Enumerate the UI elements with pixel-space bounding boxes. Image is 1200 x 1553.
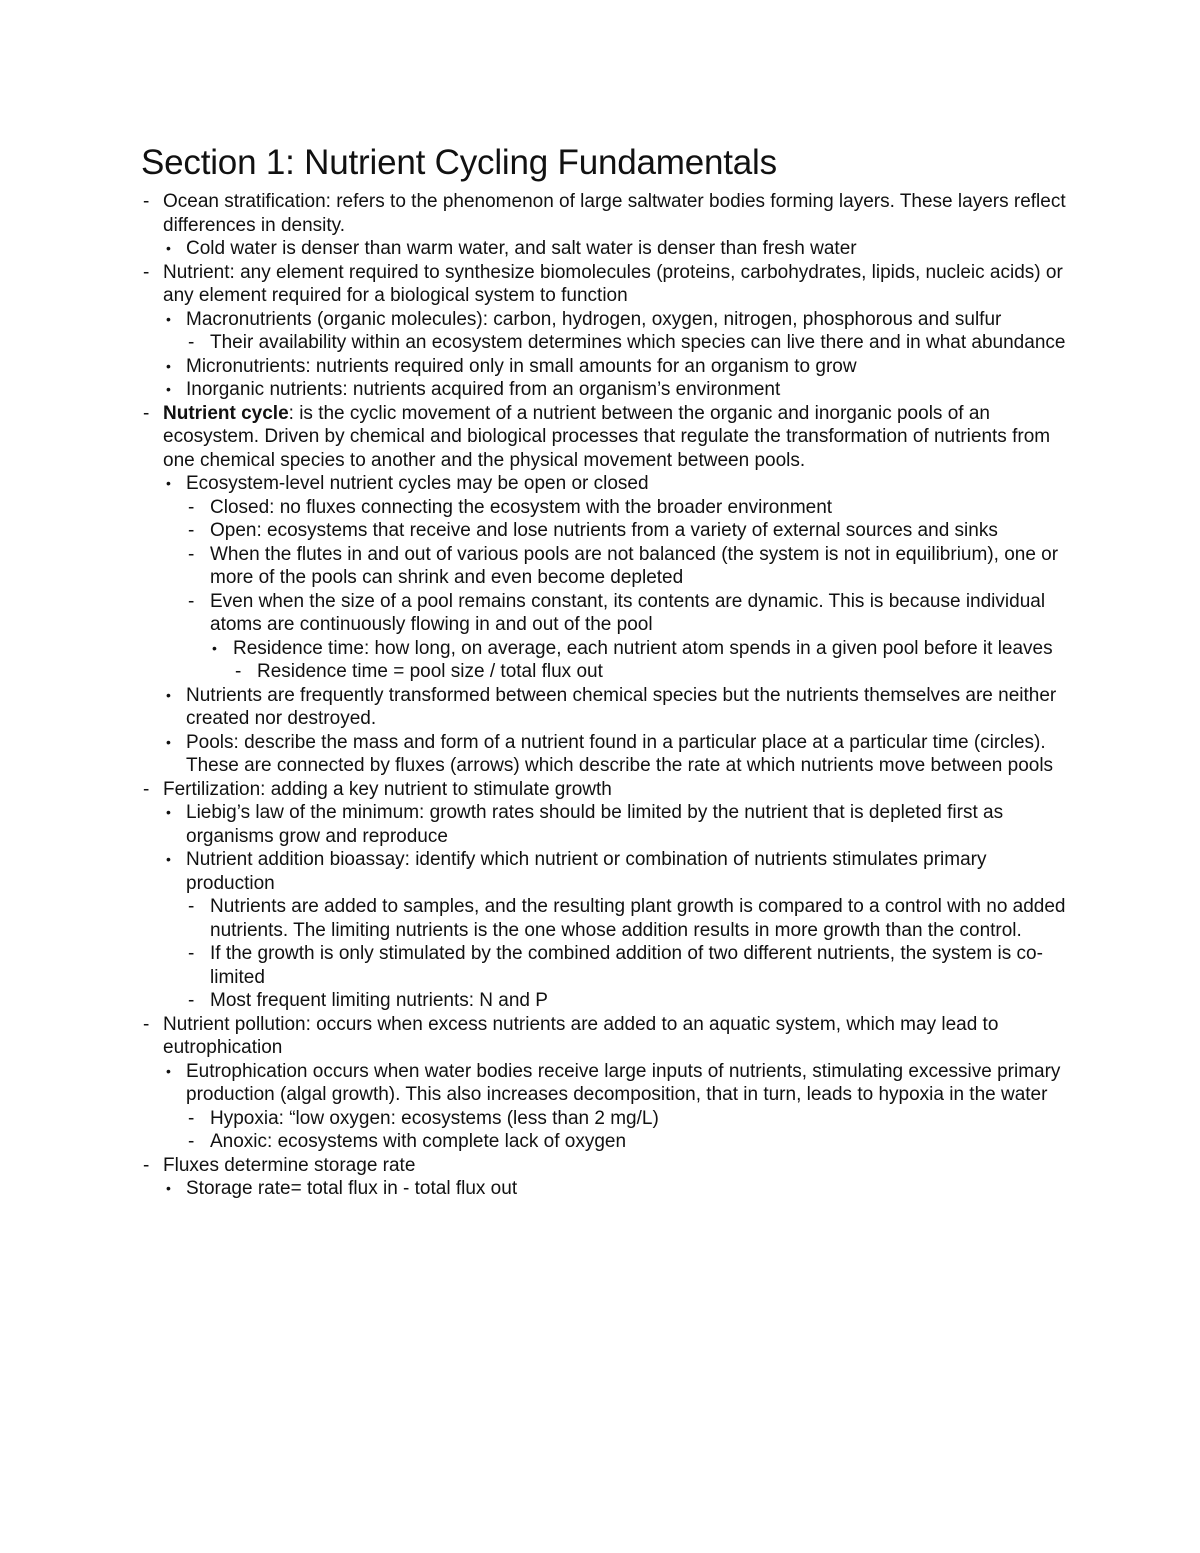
dash-marker: - — [188, 990, 195, 1011]
list-item — [141, 731, 1071, 778]
list-item — [141, 989, 1071, 1013]
list-item — [141, 660, 1071, 684]
list-item — [141, 684, 1071, 731]
bullet-marker: • — [166, 357, 171, 374]
list-item-text: Their availability within an ecosystem determines which species can live there and in what abundance — [210, 332, 1066, 353]
list-item — [141, 261, 1071, 308]
list-item-text: Pools: describe the mass and form of a nutrient found in a particular place at a particular time (circles). These are connected by fluxes (arrows) which describe the rate at which nutrients move between pools — [186, 731, 1054, 776]
list-item-text: Nutrient: any element required to synthesize biomolecules (proteins, carbohydrates, lipids, nucleic acids) or any element required for a biological system to function — [163, 261, 1063, 306]
dash-marker: - — [188, 332, 195, 353]
dash-marker: - — [188, 520, 195, 541]
dash-marker: - — [188, 1131, 195, 1152]
list-item — [141, 1177, 1071, 1201]
bullet-marker: • — [166, 310, 171, 327]
bullet-marker: • — [166, 804, 171, 820]
list-item — [141, 190, 1071, 237]
list-item-text: Hypoxia: “low oxygen: ecosystems (less than 2 mg/L) — [210, 1107, 659, 1129]
list-item — [141, 308, 1071, 332]
bullet-marker: • — [166, 1180, 171, 1196]
list-item-text: Fluxes determine storage rate — [163, 1154, 416, 1176]
bullet-marker: • — [166, 381, 171, 397]
list-item — [141, 942, 1071, 989]
list-item — [141, 355, 1071, 379]
list-item-text: Storage rate= total flux in - total flux out — [186, 1178, 518, 1199]
list-item-text: Anoxic: ecosystems with complete lack of oxygen — [210, 1131, 627, 1152]
dash-marker: - — [143, 402, 150, 424]
list-item-text: Open: ecosystems that receive and lose nutrients from a variety of external sources and sinks — [210, 520, 998, 541]
list-item — [141, 1154, 1071, 1178]
dash-marker: - — [188, 896, 195, 917]
list-item-text: Eutrophication occurs when water bodies receive large inputs of nutrients, stimulating excessive primary production (algal growth). This also increases decomposition, that in turn, leads to hypoxia in the water — [186, 1060, 1061, 1105]
list-item — [141, 895, 1071, 942]
list-item-text: Inorganic nutrients: nutrients acquired from an organism’s environment — [186, 379, 781, 400]
list-item — [141, 402, 1071, 473]
list-item-text: Most frequent limiting nutrients: N and P — [210, 990, 548, 1011]
dash-marker: - — [235, 661, 242, 682]
list-item-text: Even when the size of a pool remains constant, its contents are dynamic. This is because individual atoms are continuously flowing in and out of the pool — [210, 590, 1046, 635]
list-item — [141, 496, 1071, 520]
bullet-marker: • — [166, 851, 171, 867]
list-item — [141, 237, 1071, 261]
list-item-text: Cold water is denser than warm water, and salt water is denser than fresh water — [186, 238, 857, 259]
list-item — [141, 1060, 1071, 1107]
list-item-text: Nutrient pollution: occurs when excess nutrients are added to an aquatic system, which may lead to eutrophication — [163, 1013, 999, 1058]
bullet-marker: • — [166, 1062, 171, 1079]
list-item-text: Liebig’s law of the minimum: growth rates should be limited by the nutrient that is depleted first as organisms grow and reproduce — [186, 802, 1004, 847]
list-item — [141, 331, 1071, 355]
dash-marker: - — [188, 496, 195, 518]
list-item — [141, 637, 1071, 661]
list-item — [141, 848, 1071, 895]
list-item-text: Nutrient addition bioassay: identify which nutrient or combination of nutrients stimulates primary production — [186, 849, 987, 894]
list-item — [141, 519, 1071, 543]
bullet-marker: • — [166, 686, 171, 703]
list-item — [141, 1107, 1071, 1131]
list-item — [141, 778, 1071, 802]
list-item — [141, 543, 1071, 590]
list-item — [141, 1130, 1071, 1154]
list-item-text: Residence time: how long, on average, each nutrient atom spends in a given pool before it leaves — [233, 637, 1053, 659]
dash-marker: - — [188, 590, 195, 612]
list-item-text: : is the cyclic movement of a nutrient between the organic and inorganic pools of an ecosystem. Driven by chemical and biological processes that regulate the transformation of nutrients from one chemical species to another and the physical movement between pools. — [163, 402, 1051, 471]
dash-marker: - — [143, 1013, 150, 1035]
list-item-text: Closed: no fluxes connecting the ecosystem with the broader environment — [210, 496, 833, 518]
list-item-text: Macronutrients (organic molecules): carbon, hydrogen, oxygen, nitrogen, phosphorous and sulfur — [186, 308, 1002, 330]
list-item — [141, 1013, 1071, 1060]
bullet-marker: • — [166, 733, 171, 750]
bullet-marker: • — [212, 639, 217, 656]
dash-marker: - — [143, 1154, 150, 1176]
document-page — [141, 140, 1071, 1201]
section-title: Section 1: Nutrient Cycling Fundamentals — [141, 143, 777, 182]
list-item-text: Residence time = pool size / total flux out — [257, 661, 603, 682]
list-item-text: Micronutrients: nutrients required only in small amounts for an organism to grow — [186, 355, 857, 377]
list-item-text: Ocean stratification: refers to the phenomenon of large saltwater bodies forming layers. These layers reflect differences in density. — [163, 191, 1066, 236]
dash-marker: - — [143, 191, 150, 212]
list-item-text: Ecosystem-level nutrient cycles may be open or closed — [186, 473, 649, 494]
dash-marker: - — [188, 1107, 195, 1129]
notes-outline — [141, 190, 1071, 1201]
list-item-text: When the flutes in and out of various pools are not balanced (the system is not in equilibrium), one or more of the pools can shrink and even become depleted — [210, 543, 1059, 588]
list-item-text: If the growth is only stimulated by the combined addition of two different nutrients, the system is co-limited — [210, 943, 1043, 988]
list-item-text: Fertilization: adding a key nutrient to stimulate growth — [163, 778, 612, 800]
dash-marker: - — [143, 261, 150, 283]
dash-marker: - — [143, 778, 150, 800]
list-item-text: Nutrients are frequently transformed between chemical species but the nutrients themselves are neither created nor destroyed. — [186, 684, 1057, 729]
list-item — [141, 590, 1071, 637]
list-item-text: Nutrients are added to samples, and the resulting plant growth is compared to a control with no added nutrients. The limiting nutrients is the one whose addition results in more growth than the control. — [210, 896, 1066, 941]
list-item — [141, 472, 1071, 496]
bullet-marker: • — [166, 240, 171, 256]
dash-marker: - — [188, 543, 195, 565]
list-item — [141, 801, 1071, 848]
bullet-marker: • — [166, 475, 171, 491]
list-item — [141, 378, 1071, 402]
dash-marker: - — [188, 943, 195, 964]
term-label: Nutrient cycle — [163, 402, 289, 424]
